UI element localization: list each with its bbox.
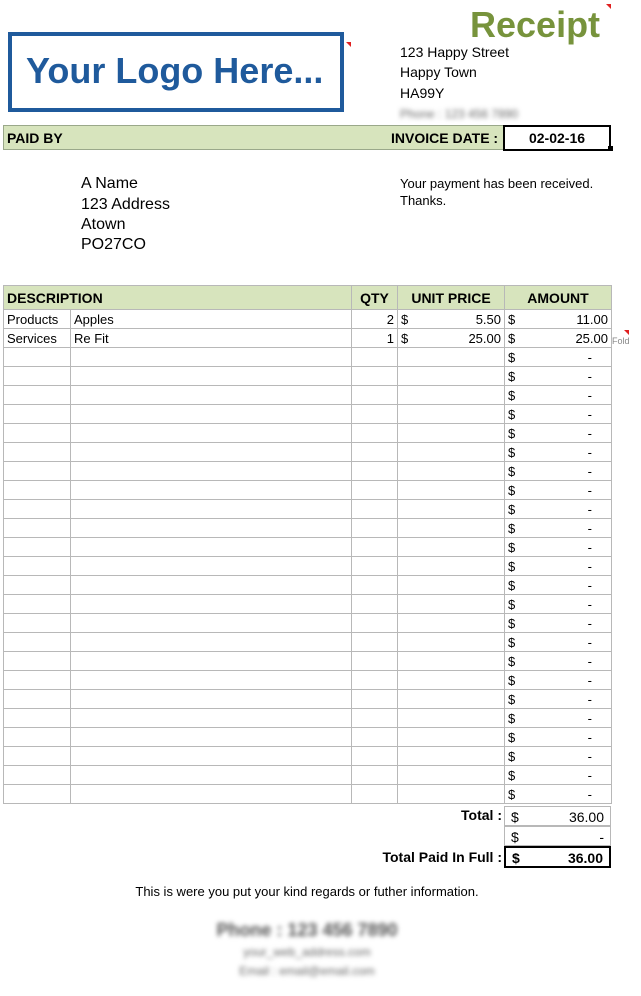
category-cell[interactable] <box>4 747 71 766</box>
qty-cell[interactable] <box>352 538 398 557</box>
category-cell[interactable] <box>4 690 71 709</box>
amount-cell[interactable] <box>505 671 612 690</box>
amount-cell-value: - <box>587 748 592 764</box>
item-cell[interactable] <box>71 614 352 633</box>
currency-symbol: $ <box>508 710 516 726</box>
amount-cell[interactable] <box>505 424 612 443</box>
amount-cell-value: - <box>587 482 592 498</box>
amount-cell[interactable] <box>505 709 612 728</box>
item-cell[interactable] <box>71 576 352 595</box>
currency-symbol: $ <box>508 577 516 593</box>
item-cell[interactable] <box>71 633 352 652</box>
qty-cell[interactable] <box>352 633 398 652</box>
unit-price-cell[interactable] <box>398 633 505 652</box>
qty-cell[interactable] <box>352 690 398 709</box>
amount-cell-value: - <box>587 368 592 384</box>
footer-email: Email : email@email.com <box>239 964 375 978</box>
category-cell[interactable] <box>4 595 71 614</box>
currency-symbol: $ <box>508 767 516 783</box>
invoice-date-label: INVOICE DATE : <box>391 130 499 146</box>
table-row <box>4 367 612 386</box>
items-table <box>3 285 612 804</box>
comment-marker-icon <box>346 42 351 47</box>
unit-price-cell[interactable] <box>398 671 505 690</box>
amount-cell-value: - <box>587 406 592 422</box>
unit-price-cell[interactable] <box>398 386 505 405</box>
category-cell[interactable] <box>4 614 71 633</box>
table-row <box>4 785 612 804</box>
amount-cell-value: - <box>587 786 592 802</box>
category-cell[interactable] <box>4 500 71 519</box>
unit-price-cell[interactable] <box>398 424 505 443</box>
amount-cell-value: - <box>587 729 592 745</box>
category-cell[interactable] <box>4 386 71 405</box>
unit-price-cell-value: 5.50 <box>475 311 501 327</box>
amount-cell-value: - <box>587 425 592 441</box>
amount-cell[interactable] <box>505 785 612 804</box>
table-row <box>4 595 612 614</box>
amount-cell[interactable] <box>505 595 612 614</box>
category-cell[interactable]: Services <box>4 329 71 348</box>
category-cell[interactable] <box>4 405 71 424</box>
currency-symbol: $ <box>508 330 516 346</box>
category-cell[interactable] <box>4 481 71 500</box>
table-row <box>4 671 612 690</box>
category-cell[interactable] <box>4 633 71 652</box>
category-cell[interactable] <box>4 367 71 386</box>
item-cell[interactable] <box>71 424 352 443</box>
table-row <box>4 519 612 538</box>
item-cell[interactable]: Re Fit <box>71 329 352 348</box>
table-row <box>4 633 612 652</box>
total-value: 36.00 <box>568 809 604 825</box>
item-cell[interactable] <box>71 709 352 728</box>
category-cell[interactable] <box>4 538 71 557</box>
amount-cell-value: - <box>587 349 592 365</box>
regards-text: This is were you put your kind regards or futher information. <box>135 884 479 899</box>
company-town: Happy Town <box>400 64 477 80</box>
table-row <box>4 652 612 671</box>
category-cell[interactable] <box>4 671 71 690</box>
unit-price-cell[interactable] <box>398 652 505 671</box>
thanks-message: Thanks. <box>400 193 447 208</box>
qty-cell[interactable] <box>352 652 398 671</box>
adjustment-value: - <box>599 829 604 845</box>
qty-cell[interactable] <box>352 671 398 690</box>
unit-price-cell-value: 25.00 <box>468 330 501 346</box>
unit-price-cell[interactable] <box>398 766 505 785</box>
table-row <box>4 538 612 557</box>
currency-symbol: $ <box>508 482 516 498</box>
amount-cell-value: - <box>587 387 592 403</box>
table-row <box>4 405 612 424</box>
amount-cell[interactable] <box>505 500 612 519</box>
unit-price-cell[interactable] <box>398 329 505 348</box>
qty-cell[interactable] <box>352 405 398 424</box>
table-row <box>4 557 612 576</box>
item-cell[interactable] <box>71 595 352 614</box>
table-row <box>4 443 612 462</box>
qty-cell[interactable] <box>352 614 398 633</box>
currency-symbol: $ <box>511 829 519 845</box>
amount-cell[interactable] <box>505 538 612 557</box>
qty-cell[interactable]: 2 <box>352 310 398 329</box>
total-cell[interactable] <box>504 806 611 826</box>
qty-cell[interactable] <box>352 367 398 386</box>
header-amount: AMOUNT <box>505 286 612 310</box>
currency-symbol: $ <box>508 425 516 441</box>
qty-cell[interactable] <box>352 481 398 500</box>
footer-web: your_web_address.com <box>243 945 371 959</box>
qty-cell[interactable] <box>352 576 398 595</box>
amount-cell-value: - <box>587 672 592 688</box>
amount-cell-value: - <box>587 520 592 536</box>
amount-cell[interactable] <box>505 690 612 709</box>
amount-cell[interactable] <box>505 310 612 329</box>
item-cell[interactable] <box>71 367 352 386</box>
category-cell[interactable] <box>4 709 71 728</box>
unit-price-cell[interactable] <box>398 462 505 481</box>
amount-cell[interactable] <box>505 728 612 747</box>
amount-cell-value: - <box>587 653 592 669</box>
table-row <box>4 766 612 785</box>
currency-symbol: $ <box>401 330 409 346</box>
currency-symbol: $ <box>508 520 516 536</box>
amount-cell[interactable] <box>505 329 612 348</box>
currency-symbol: $ <box>512 850 520 866</box>
qty-cell[interactable] <box>352 462 398 481</box>
qty-cell[interactable] <box>352 785 398 804</box>
amount-cell-value: 11.00 <box>576 311 608 327</box>
qty-cell[interactable] <box>352 728 398 747</box>
amount-cell-value: - <box>587 615 592 631</box>
table-row <box>4 690 612 709</box>
currency-symbol: $ <box>508 349 516 365</box>
paid-in-full-value: 36.00 <box>567 850 603 866</box>
currency-symbol: $ <box>511 809 519 825</box>
currency-symbol: $ <box>508 501 516 517</box>
customer-address: 123 Address <box>81 196 170 213</box>
amount-cell-value: - <box>587 444 592 460</box>
unit-price-cell[interactable] <box>398 709 505 728</box>
item-cell[interactable] <box>71 462 352 481</box>
currency-symbol: $ <box>508 729 516 745</box>
currency-symbol: $ <box>401 311 409 327</box>
amount-cell[interactable] <box>505 481 612 500</box>
item-cell[interactable] <box>71 557 352 576</box>
fill-handle[interactable] <box>608 146 613 151</box>
amount-cell[interactable] <box>505 633 612 652</box>
item-cell[interactable] <box>71 766 352 785</box>
customer-town: Atown <box>81 216 126 233</box>
category-cell[interactable] <box>4 766 71 785</box>
table-row <box>4 709 612 728</box>
item-cell[interactable] <box>71 500 352 519</box>
amount-cell-value: - <box>587 691 592 707</box>
table-row <box>4 310 612 329</box>
fold-label: Fold <box>612 336 630 346</box>
table-row <box>4 424 612 443</box>
amount-cell-value: - <box>587 463 592 479</box>
currency-symbol: $ <box>508 444 516 460</box>
payment-message: Your payment has been received. <box>400 176 594 191</box>
amount-cell-value: 25.00 <box>575 330 608 346</box>
category-cell[interactable] <box>4 424 71 443</box>
amount-cell-value: - <box>587 539 592 555</box>
amount-cell-value: - <box>587 710 592 726</box>
item-cell[interactable] <box>71 690 352 709</box>
currency-symbol: $ <box>508 748 516 764</box>
unit-price-cell[interactable] <box>398 747 505 766</box>
paid-in-full-label: Total Paid In Full : <box>382 849 502 865</box>
table-header-row <box>4 286 612 310</box>
qty-cell[interactable] <box>352 500 398 519</box>
header-description: DESCRIPTION <box>4 286 352 310</box>
unit-price-cell[interactable] <box>398 310 505 329</box>
customer-postcode: PO27CO <box>81 236 146 253</box>
amount-cell[interactable] <box>505 443 612 462</box>
table-row <box>4 481 612 500</box>
category-cell[interactable] <box>4 728 71 747</box>
amount-cell-value: - <box>587 634 592 650</box>
amount-cell-value: - <box>587 577 592 593</box>
currency-symbol: $ <box>508 596 516 612</box>
unit-price-cell[interactable] <box>398 690 505 709</box>
category-cell[interactable] <box>4 519 71 538</box>
table-row <box>4 614 612 633</box>
amount-cell-value: - <box>587 767 592 783</box>
qty-cell[interactable] <box>352 348 398 367</box>
amount-cell[interactable] <box>505 652 612 671</box>
unit-price-cell[interactable] <box>398 728 505 747</box>
currency-symbol: $ <box>508 387 516 403</box>
table-row <box>4 329 612 348</box>
currency-symbol: $ <box>508 653 516 669</box>
currency-symbol: $ <box>508 786 516 802</box>
amount-cell[interactable] <box>505 747 612 766</box>
footer-phone: Phone : 123 456 7890 <box>216 920 398 940</box>
amount-cell-value: - <box>587 558 592 574</box>
currency-symbol: $ <box>508 311 516 327</box>
category-cell[interactable] <box>4 652 71 671</box>
qty-cell[interactable] <box>352 443 398 462</box>
amount-cell[interactable] <box>505 405 612 424</box>
currency-symbol: $ <box>508 672 516 688</box>
item-cell[interactable] <box>71 747 352 766</box>
unit-price-cell[interactable] <box>398 500 505 519</box>
table-row <box>4 500 612 519</box>
unit-price-cell[interactable] <box>398 557 505 576</box>
qty-cell[interactable]: 1 <box>352 329 398 348</box>
unit-price-cell[interactable] <box>398 443 505 462</box>
unit-price-cell[interactable] <box>398 595 505 614</box>
item-cell[interactable] <box>71 671 352 690</box>
currency-symbol: $ <box>508 406 516 422</box>
qty-cell[interactable] <box>352 424 398 443</box>
table-row <box>4 747 612 766</box>
unit-price-cell[interactable] <box>398 785 505 804</box>
amount-cell[interactable] <box>505 766 612 785</box>
currency-symbol: $ <box>508 634 516 650</box>
unit-price-cell[interactable] <box>398 614 505 633</box>
unit-price-cell[interactable] <box>398 481 505 500</box>
amount-cell[interactable] <box>505 462 612 481</box>
item-cell[interactable]: Apples <box>71 310 352 329</box>
unit-price-cell[interactable] <box>398 405 505 424</box>
header-qty: QTY <box>352 286 398 310</box>
category-cell[interactable] <box>4 785 71 804</box>
table-row <box>4 462 612 481</box>
company-phone: Phone : 123 456 7890 <box>400 107 519 121</box>
item-cell[interactable] <box>71 405 352 424</box>
amount-cell[interactable] <box>505 614 612 633</box>
currency-symbol: $ <box>508 463 516 479</box>
category-cell[interactable] <box>4 348 71 367</box>
total-label: Total : <box>461 807 502 823</box>
amount-cell[interactable] <box>505 348 612 367</box>
qty-cell[interactable] <box>352 519 398 538</box>
amount-cell[interactable] <box>505 367 612 386</box>
currency-symbol: $ <box>508 368 516 384</box>
qty-cell[interactable] <box>352 386 398 405</box>
amount-cell[interactable] <box>505 557 612 576</box>
comment-marker-icon <box>606 4 611 9</box>
category-cell[interactable] <box>4 557 71 576</box>
amount-cell[interactable] <box>505 386 612 405</box>
amount-cell[interactable] <box>505 519 612 538</box>
receipt-title: Receipt <box>470 4 601 45</box>
company-street: 123 Happy Street <box>400 44 509 60</box>
item-cell[interactable] <box>71 728 352 747</box>
amount-cell-value: - <box>587 501 592 517</box>
currency-symbol: $ <box>508 558 516 574</box>
currency-symbol: $ <box>508 691 516 707</box>
item-cell[interactable] <box>71 519 352 538</box>
item-cell[interactable] <box>71 481 352 500</box>
unit-price-cell[interactable] <box>398 348 505 367</box>
unit-price-cell[interactable] <box>398 538 505 557</box>
category-cell[interactable] <box>4 462 71 481</box>
qty-cell[interactable] <box>352 595 398 614</box>
logo-text: Your Logo Here... <box>26 50 324 91</box>
unit-price-cell[interactable] <box>398 367 505 386</box>
category-cell[interactable]: Products <box>4 310 71 329</box>
comment-marker-icon <box>624 330 629 335</box>
adjustment-cell[interactable] <box>504 826 611 846</box>
invoice-date-cell[interactable]: 02-02-16 <box>503 125 611 151</box>
table-row <box>4 576 612 595</box>
qty-cell[interactable] <box>352 747 398 766</box>
qty-cell[interactable] <box>352 766 398 785</box>
paid-by-label: PAID BY <box>7 130 63 146</box>
table-row <box>4 386 612 405</box>
item-cell[interactable] <box>71 785 352 804</box>
item-cell[interactable] <box>71 443 352 462</box>
currency-symbol: $ <box>508 615 516 631</box>
currency-symbol: $ <box>508 539 516 555</box>
item-cell[interactable] <box>71 538 352 557</box>
amount-cell[interactable] <box>505 576 612 595</box>
customer-name: A Name <box>81 175 138 192</box>
paid-in-full-cell[interactable] <box>504 846 611 868</box>
unit-price-cell[interactable] <box>398 576 505 595</box>
table-row <box>4 728 612 747</box>
item-cell[interactable] <box>71 652 352 671</box>
unit-price-cell[interactable] <box>398 519 505 538</box>
qty-cell[interactable] <box>352 709 398 728</box>
header-unit-price: UNIT PRICE <box>398 286 505 310</box>
logo <box>8 32 344 112</box>
item-cell[interactable] <box>71 348 352 367</box>
category-cell[interactable] <box>4 576 71 595</box>
table-row <box>4 348 612 367</box>
category-cell[interactable] <box>4 443 71 462</box>
company-postcode: HA99Y <box>400 85 445 101</box>
amount-cell-value: - <box>587 596 592 612</box>
item-cell[interactable] <box>71 386 352 405</box>
qty-cell[interactable] <box>352 557 398 576</box>
